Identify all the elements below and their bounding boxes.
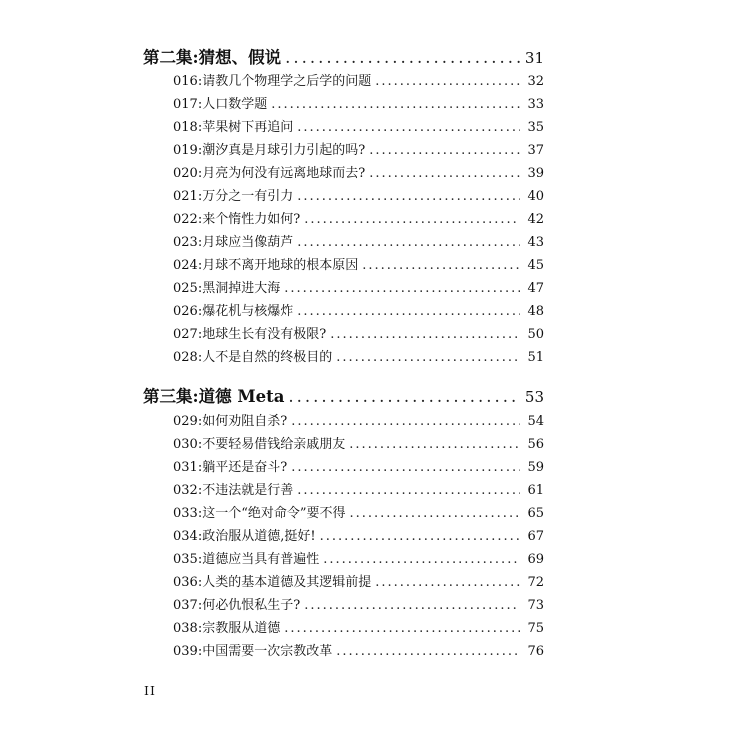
entry-page-number: 48 (527, 304, 544, 319)
entry-title: 躺平还是奋斗? (202, 460, 288, 475)
entry-title: 爆花机与核爆炸 (202, 304, 294, 319)
leader-dots (297, 304, 520, 319)
entry-title: 何必仇恨私生子? (202, 598, 301, 613)
entry-title: 不违法就是行善 (202, 483, 294, 498)
entry-title: 月球应当像葫芦 (202, 235, 294, 250)
section-label: 第二集: (143, 48, 199, 67)
leader-dots (297, 120, 520, 135)
entry-title: 这一个“绝对命令”要不得 (202, 506, 346, 521)
toc-entry[interactable] (173, 231, 544, 250)
section-page-number: 53 (524, 388, 544, 406)
entry-title: 政治服从道德,挺好! (202, 529, 316, 544)
leader-dots (330, 327, 520, 342)
entry-title: 如何劝阻自杀? (202, 414, 288, 429)
entry-number: 022: (173, 212, 203, 227)
entry-number: 030: (173, 437, 203, 452)
leader-dots (304, 598, 520, 613)
entry-title: 黑洞掉进大海 (202, 281, 281, 296)
section-page-number: 31 (524, 49, 544, 67)
entry-title: 万分之一有引力 (202, 189, 294, 204)
entry-page-number: 51 (527, 350, 544, 365)
entry-title: 月亮为何没有远离地球而去? (202, 166, 366, 181)
entry-number: 023: (173, 235, 203, 250)
entry-number: 035: (173, 552, 203, 567)
toc-entry[interactable] (173, 300, 544, 319)
leader-dots (375, 74, 520, 89)
entry-number: 034: (173, 529, 203, 544)
toc-entry[interactable] (173, 185, 544, 204)
entry-page-number: 59 (527, 460, 544, 475)
toc-entry[interactable] (173, 162, 544, 181)
entry-page-number: 69 (527, 552, 544, 567)
entry-number: 021: (173, 189, 203, 204)
entry-page-number: 39 (527, 166, 544, 181)
leader-dots (362, 258, 520, 273)
toc-entry[interactable] (173, 594, 544, 613)
toc-entry[interactable] (173, 456, 544, 475)
entry-number: 018: (173, 120, 203, 135)
entry-number: 039: (173, 644, 203, 659)
toc-entry[interactable] (173, 346, 544, 365)
entry-number: 026: (173, 304, 203, 319)
toc-entry[interactable] (173, 525, 544, 544)
entry-number: 033: (173, 506, 203, 521)
toc-entry[interactable] (173, 277, 544, 296)
section-heading[interactable] (143, 383, 544, 407)
toc-entry[interactable] (173, 116, 544, 135)
leader-dots (285, 48, 520, 67)
entry-number: 036: (173, 575, 203, 590)
entry-title: 地球生长有没有极限? (202, 327, 327, 342)
entry-page-number: 47 (527, 281, 544, 296)
entry-number: 032: (173, 483, 203, 498)
entry-page-number: 50 (527, 327, 544, 342)
leader-dots (375, 575, 520, 590)
leader-dots (288, 387, 520, 406)
leader-dots (297, 483, 520, 498)
leader-dots (291, 414, 520, 429)
footer-page-number: II (144, 683, 156, 698)
entry-title: 苹果树下再追问 (202, 120, 294, 135)
leader-dots (271, 97, 520, 112)
entry-number: 024: (173, 258, 203, 273)
toc-entry[interactable] (173, 323, 544, 342)
leader-dots (350, 506, 521, 521)
entry-number: 025: (173, 281, 203, 296)
leader-dots (304, 212, 520, 227)
section-label: 第三集: (143, 387, 199, 406)
toc-entry[interactable] (173, 410, 544, 429)
entry-title: 宗教服从道德 (202, 621, 281, 636)
entry-number: 037: (173, 598, 203, 613)
entry-title: 潮汐真是月球引力引起的吗? (202, 143, 366, 158)
leader-dots (369, 166, 520, 181)
entry-page-number: 76 (527, 644, 544, 659)
entry-page-number: 45 (527, 258, 544, 273)
section-title: 道德 Meta (198, 387, 285, 406)
toc-entry[interactable] (173, 548, 544, 567)
entry-title: 请教几个物理学之后学的问题 (202, 74, 372, 89)
entry-number: 027: (173, 327, 203, 342)
toc-entry[interactable] (173, 502, 544, 521)
entry-number: 028: (173, 350, 203, 365)
toc-entry[interactable] (173, 208, 544, 227)
entry-page-number: 72 (527, 575, 544, 590)
entry-title: 人类的基本道德及其逻辑前提 (202, 575, 372, 590)
leader-dots (297, 189, 520, 204)
leader-dots (349, 437, 520, 452)
entry-page-number: 67 (527, 529, 544, 544)
entry-page-number: 61 (527, 483, 544, 498)
entry-page-number: 73 (527, 598, 544, 613)
entry-title: 不要轻易借钱给亲戚朋友 (202, 437, 346, 452)
entry-page-number: 37 (527, 143, 544, 158)
entry-page-number: 32 (527, 74, 544, 89)
leader-dots (336, 644, 520, 659)
entry-page-number: 56 (527, 437, 544, 452)
toc-entry[interactable] (173, 70, 544, 89)
entry-number: 031: (173, 460, 203, 475)
leader-dots (291, 460, 520, 475)
toc-entry[interactable] (173, 254, 544, 273)
entry-page-number: 35 (527, 120, 544, 135)
entry-number: 020: (173, 166, 203, 181)
entry-page-number: 75 (527, 621, 544, 636)
entry-title: 中国需要一次宗教改革 (202, 644, 333, 659)
entry-number: 017: (173, 97, 203, 112)
toc-entry[interactable] (173, 617, 544, 636)
toc-entry[interactable] (173, 93, 544, 112)
toc-entry[interactable] (173, 479, 544, 498)
entry-page-number: 40 (527, 189, 544, 204)
toc-entry[interactable] (173, 640, 544, 659)
entry-page-number: 43 (527, 235, 544, 250)
entry-number: 019: (173, 143, 203, 158)
section-heading[interactable] (143, 44, 544, 68)
toc-entry[interactable] (173, 571, 544, 590)
leader-dots (336, 350, 520, 365)
entry-title: 来个惰性力如何? (202, 212, 301, 227)
entry-title: 人口数学题 (202, 97, 268, 112)
leader-dots (369, 143, 520, 158)
leader-dots (284, 281, 520, 296)
entry-title: 月球不离开地球的根本原因 (202, 258, 359, 273)
section-title: 猜想、假说 (198, 48, 282, 67)
entry-number: 016: (173, 74, 203, 89)
leader-dots (284, 621, 520, 636)
toc-entry[interactable] (173, 139, 544, 158)
entry-title: 人不是自然的终极目的 (202, 350, 333, 365)
entry-title: 道德应当具有普遍性 (202, 552, 320, 567)
entry-page-number: 65 (527, 506, 544, 521)
entry-number: 029: (173, 414, 203, 429)
entry-number: 038: (173, 621, 203, 636)
leader-dots (320, 529, 520, 544)
entry-page-number: 54 (527, 414, 544, 429)
entry-page-number: 33 (527, 97, 544, 112)
leader-dots (297, 235, 520, 250)
leader-dots (323, 552, 520, 567)
toc-entry[interactable] (173, 433, 544, 452)
entry-page-number: 42 (527, 212, 544, 227)
